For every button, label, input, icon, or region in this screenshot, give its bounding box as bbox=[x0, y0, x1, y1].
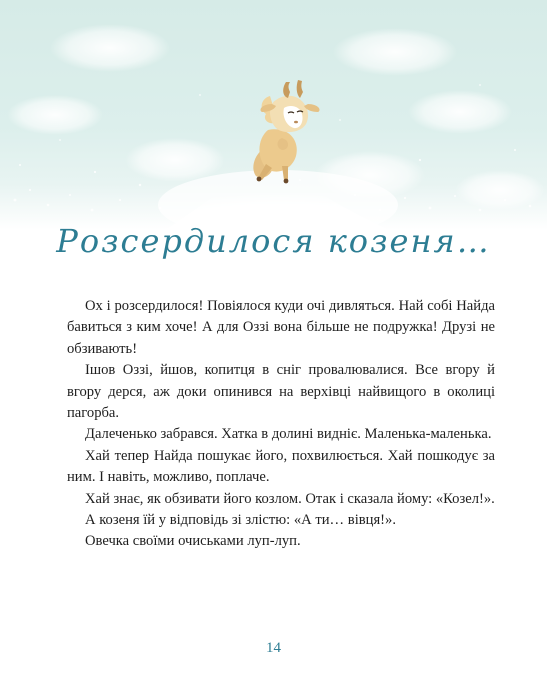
goat-icon bbox=[253, 80, 319, 183]
paragraph: Хай знає, як обзивати його козлом. Отак і сказала йому: «Козел!». bbox=[85, 490, 495, 507]
page-number: 14 bbox=[266, 640, 281, 656]
paragraph: Ох і розсердилося! Повіялося куди очі дивляться. Най собі Найда бавиться з ким хоче! А для Оззі вона більше не подружка! Друзі не обзивають! bbox=[67, 298, 495, 357]
paragraph: Далеченько забрався. Хатка в долині видніє. Маленька-маленька. bbox=[85, 426, 492, 443]
paragraph: Хай тепер Найда пошукає його, похвилюється. Хай пошкодує за ним. І навіть, можливо, поплаче. bbox=[67, 447, 495, 486]
paragraph: Ішов Оззі, йшов, копитця в сніг провалювалися. Все вгору й вгору дерся, аж доки опинився на верхівці найвищого в околиці пагорба. bbox=[67, 362, 495, 422]
goat-on-snowy-hill-illustration bbox=[0, 0, 547, 240]
paragraph: Овечка своїми очиськами луп-луп. bbox=[85, 533, 301, 550]
chapter-title: Розсердилося козеня… bbox=[56, 222, 491, 260]
story-text bbox=[67, 296, 495, 553]
paragraph: А козеня їй у відповідь зі злістю: «А ти… вівця!». bbox=[85, 512, 396, 529]
